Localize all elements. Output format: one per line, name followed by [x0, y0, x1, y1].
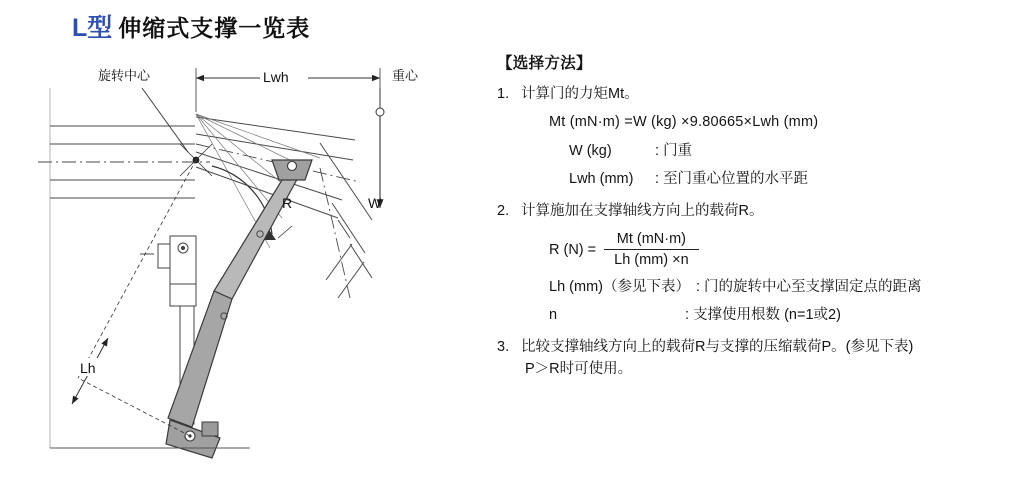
step-1-formula: Mt (mN·m) =W (kg) ×9.80665×Lwh (mm) [549, 114, 819, 131]
step-2-numerator: Mt (mN·m) [616, 231, 687, 248]
step-1-def-2 [569, 168, 997, 190]
label-lh: Lh [80, 360, 96, 376]
step-2-fraction [604, 230, 699, 269]
step-3-number: 3. [497, 338, 510, 355]
step-3-note: P＞R时可使用。 [525, 361, 633, 378]
step-3 [497, 336, 997, 358]
step-3-text: 比较支撑轴线方向上的载荷R与支撑的压缩载荷P。(参见下表) [521, 338, 914, 355]
panel-heading: 【选择方法】 [497, 55, 592, 72]
technical-drawing [20, 48, 480, 478]
step-2-def-2-text: 支撑使用根数 (n=1或2) [693, 307, 841, 324]
title-text: 伸缩式支撑一览表 [118, 15, 311, 41]
step-2-def-2-symbol: n [549, 307, 558, 324]
step-1-def-1-colon: : [655, 142, 660, 159]
step-1-number: 1. [497, 86, 510, 103]
step-1-def-2-desc [655, 168, 808, 190]
step-1-text: 计算门的力矩Mt。 [521, 86, 639, 103]
page-title [72, 8, 310, 44]
step-1-def-2-text: 至门重心位置的水平距 [663, 171, 809, 188]
step-2-def-1-symbol: Lh (mm)（参见下表） [549, 278, 690, 295]
label-center-of-gravity: 重心 [392, 68, 419, 83]
step-2-def-2 [549, 304, 997, 326]
label-lwh: Lwh [263, 69, 289, 85]
step-2-text: 计算施加在支撑轴线方向上的载荷R。 [521, 202, 764, 219]
step-1-def-1-desc [655, 140, 692, 162]
step-1-def-1 [569, 140, 997, 162]
step-2-formula-lead: R (N) = [549, 241, 597, 258]
step-1 [497, 83, 997, 105]
step-2-def-2-desc [685, 304, 841, 326]
label-rotation-center: 旋转中心 [98, 68, 151, 83]
step-1-def-1-text: 门重 [663, 142, 693, 159]
step-2 [497, 200, 997, 222]
step-2-formula [549, 230, 997, 269]
step-1-def-2-symbol: Lwh (mm) [569, 171, 634, 188]
step-2-def-1-desc [696, 276, 922, 298]
step-2-def-1-colon: : [695, 278, 701, 295]
title-prefix: L型 [72, 14, 113, 42]
step-2-denominator: Lh (mm) ×n [604, 249, 699, 269]
selection-method-panel [497, 52, 997, 380]
step-1-def-2-colon: : [655, 171, 660, 188]
step-1-def-1-symbol: W (kg) [569, 142, 612, 159]
step-2-def-1-text: 门的旋转中心至支撑固定点的距离 [704, 278, 922, 295]
step-2-number: 2. [497, 202, 510, 219]
label-r: R [282, 195, 293, 211]
label-w: W [368, 195, 382, 211]
step-2-def-1 [549, 276, 997, 298]
step-2-def-2-colon: : [685, 307, 690, 324]
